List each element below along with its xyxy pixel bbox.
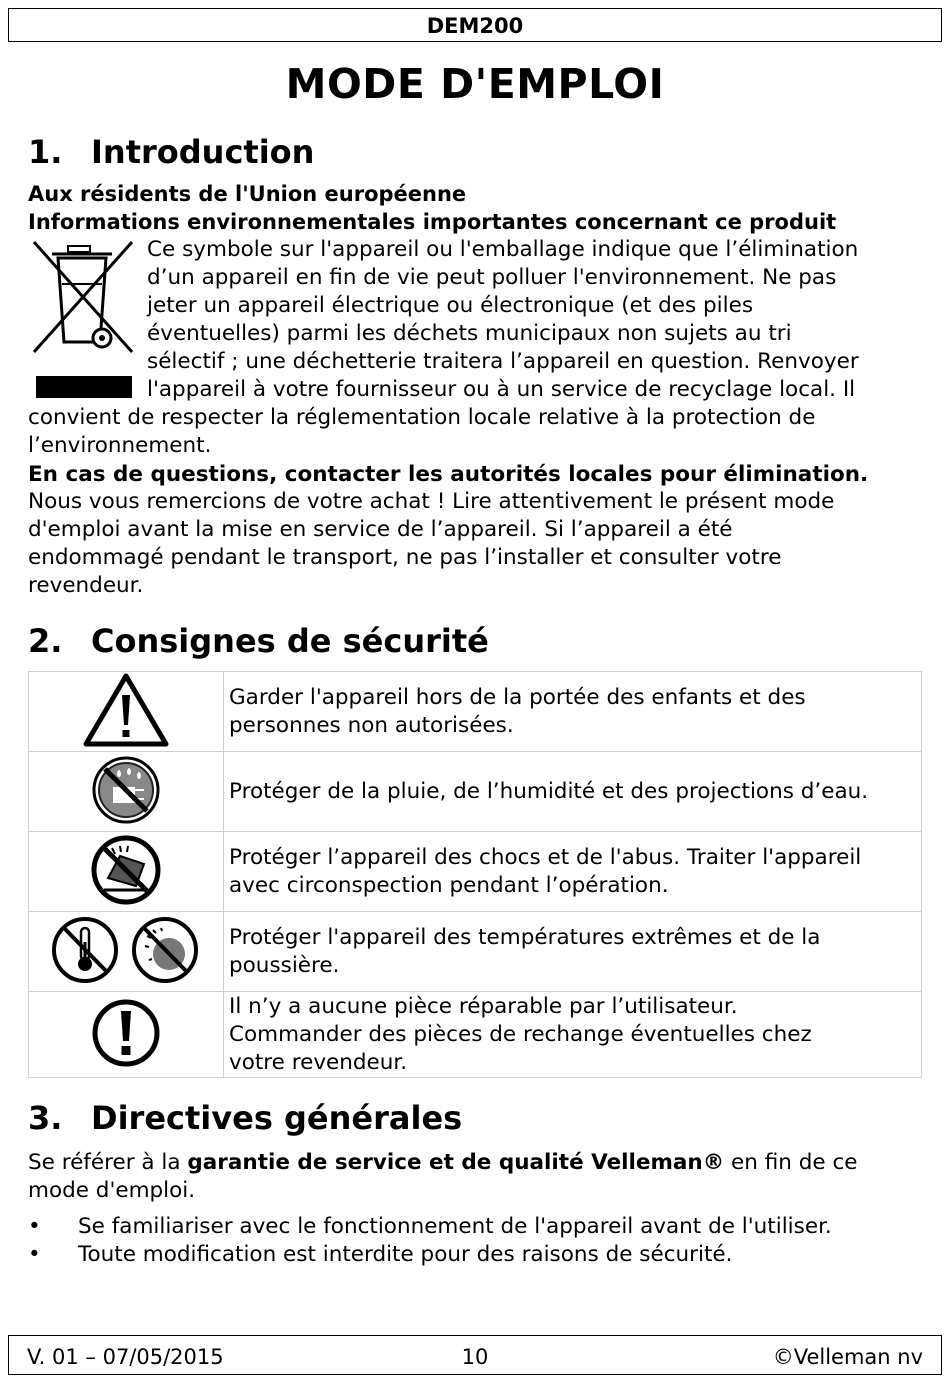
- footer-page-number: 10: [461, 1345, 489, 1369]
- safety-text-line: poussière.: [229, 952, 340, 978]
- footer-box: [8, 1335, 942, 1375]
- safety-icon-cell: [29, 912, 224, 992]
- weee-line: sélectif ; une déchetterie traitera l’appareil en question. Renvoyer: [147, 349, 859, 374]
- weee-crossed-bin-icon: [28, 238, 136, 400]
- section-3-number: 3.: [28, 1099, 63, 1137]
- list-item: [28, 1242, 732, 1267]
- section-3-heading: [28, 1099, 462, 1137]
- thanks-line: d'emploi avant la mise en service de l’appareil. Si l’appareil a été: [28, 517, 733, 542]
- guarantee-intro: [28, 1150, 858, 1175]
- eu-residents-heading: Aux résidents de l'Union européenne: [28, 182, 467, 206]
- guarantee-intro-pre: Se référer à la: [28, 1150, 188, 1175]
- exclamation-circle-icon: [90, 997, 162, 1069]
- list-item-text: Se familiariser avec le fonctionnement de l'appareil avant de l'utiliser.: [78, 1214, 832, 1239]
- bullet-dot: •: [28, 1214, 41, 1239]
- weee-line: l'appareil à votre fournisseur ou à un service de recyclage local. Il: [147, 377, 856, 402]
- environment-heading: Informations environnementales importantes concernant ce produit: [28, 210, 837, 234]
- section-2-number: 2.: [28, 622, 63, 660]
- list-item: [28, 1214, 832, 1239]
- guarantee-intro-post: en fin de ce: [724, 1150, 858, 1175]
- contact-authorities-text: En cas de questions, contacter les autorités locales pour élimination.: [28, 462, 869, 487]
- safety-text-cell: [224, 912, 922, 992]
- section-1-title: Introduction: [91, 133, 315, 171]
- safety-table: [28, 671, 922, 1078]
- safety-icon-cell: [29, 992, 224, 1078]
- safety-text-cell: [224, 832, 922, 912]
- page-title: MODE D'EMPLOI: [285, 60, 665, 108]
- thanks-line: revendeur.: [28, 573, 144, 598]
- safety-text-line: Protéger l’appareil des chocs et de l'abus. Traiter l'appareil: [229, 844, 862, 870]
- safety-text-line: personnes non autorisées.: [229, 712, 514, 738]
- safety-row: [29, 832, 922, 912]
- no-temperature-icon: [54, 919, 116, 981]
- weee-line: convient de respecter la réglementation locale relative à la protection de: [28, 405, 816, 430]
- bullet-dot: •: [28, 1242, 41, 1267]
- section-2-heading: [28, 622, 489, 660]
- no-shock-icon: [90, 834, 162, 906]
- safety-text-line: avec circonspection pendant l’opération.: [229, 872, 669, 898]
- weee-line: Ce symbole sur l'appareil ou l'emballage indique que l’élimination: [147, 237, 859, 262]
- safety-icon-cell: [29, 672, 224, 752]
- header-box: [8, 8, 942, 42]
- weee-line: jeter un appareil électrique ou électronique (et des piles: [147, 293, 754, 318]
- thanks-line: endommagé pendant le transport, ne pas l’installer et consulter votre: [28, 545, 782, 570]
- thanks-line: Nous vous remercions de votre achat ! Lire attentivement le présent mode: [28, 489, 835, 514]
- safety-row: [29, 992, 922, 1078]
- safety-text-line: Protéger de la pluie, de l’humidité et des projections d’eau.: [229, 778, 869, 804]
- safety-text-line: votre revendeur.: [229, 1049, 408, 1075]
- section-2-title: Consignes de sécurité: [91, 622, 489, 660]
- safety-icon-cell: [29, 832, 224, 912]
- safety-text-cell: [224, 752, 922, 832]
- safety-text-line: Commander des pièces de rechange éventuelles chez: [229, 1021, 812, 1047]
- weee-line: l’environnement.: [28, 433, 212, 458]
- safety-text-cell: [224, 992, 922, 1078]
- safety-row: [29, 672, 922, 752]
- safety-text-line: Il n’y a aucune pièce réparable par l’utilisateur.: [229, 993, 738, 1019]
- section-1-number: 1.: [28, 133, 63, 171]
- safety-icon-cell: [29, 752, 224, 832]
- guarantee-intro-bold: garantie de service et de qualité Velleman®: [187, 1150, 725, 1175]
- safety-row: [29, 752, 922, 832]
- safety-text-line: Protéger l'appareil des températures extrêmes et de la: [229, 924, 821, 950]
- list-item-text: Toute modification est interdite pour des raisons de sécurité.: [78, 1242, 733, 1267]
- weee-line: éventuelles) parmi les déchets municipaux non sujets au tri: [147, 321, 792, 346]
- no-dust-icon: [134, 919, 196, 981]
- section-1-heading: [28, 133, 314, 171]
- no-temperature-no-dust-icon: [51, 914, 201, 986]
- safety-text-line: Garder l'appareil hors de la portée des enfants et des: [229, 684, 806, 710]
- footer-copyright: ©Velleman nv: [772, 1345, 923, 1369]
- warning-triangle-icon: [83, 673, 169, 747]
- section-3-title: Directives générales: [91, 1099, 463, 1137]
- safety-row: [29, 912, 922, 992]
- footer-version: V. 01 – 07/05/2015: [27, 1345, 224, 1369]
- no-water-icon: [91, 755, 161, 825]
- guarantee-intro-line2: mode d'emploi.: [28, 1178, 196, 1203]
- model-name: DEM200: [426, 14, 524, 38]
- weee-line: d’un appareil en fin de vie peut polluer l'environnement. Ne pas: [147, 265, 837, 290]
- safety-text-cell: [224, 672, 922, 752]
